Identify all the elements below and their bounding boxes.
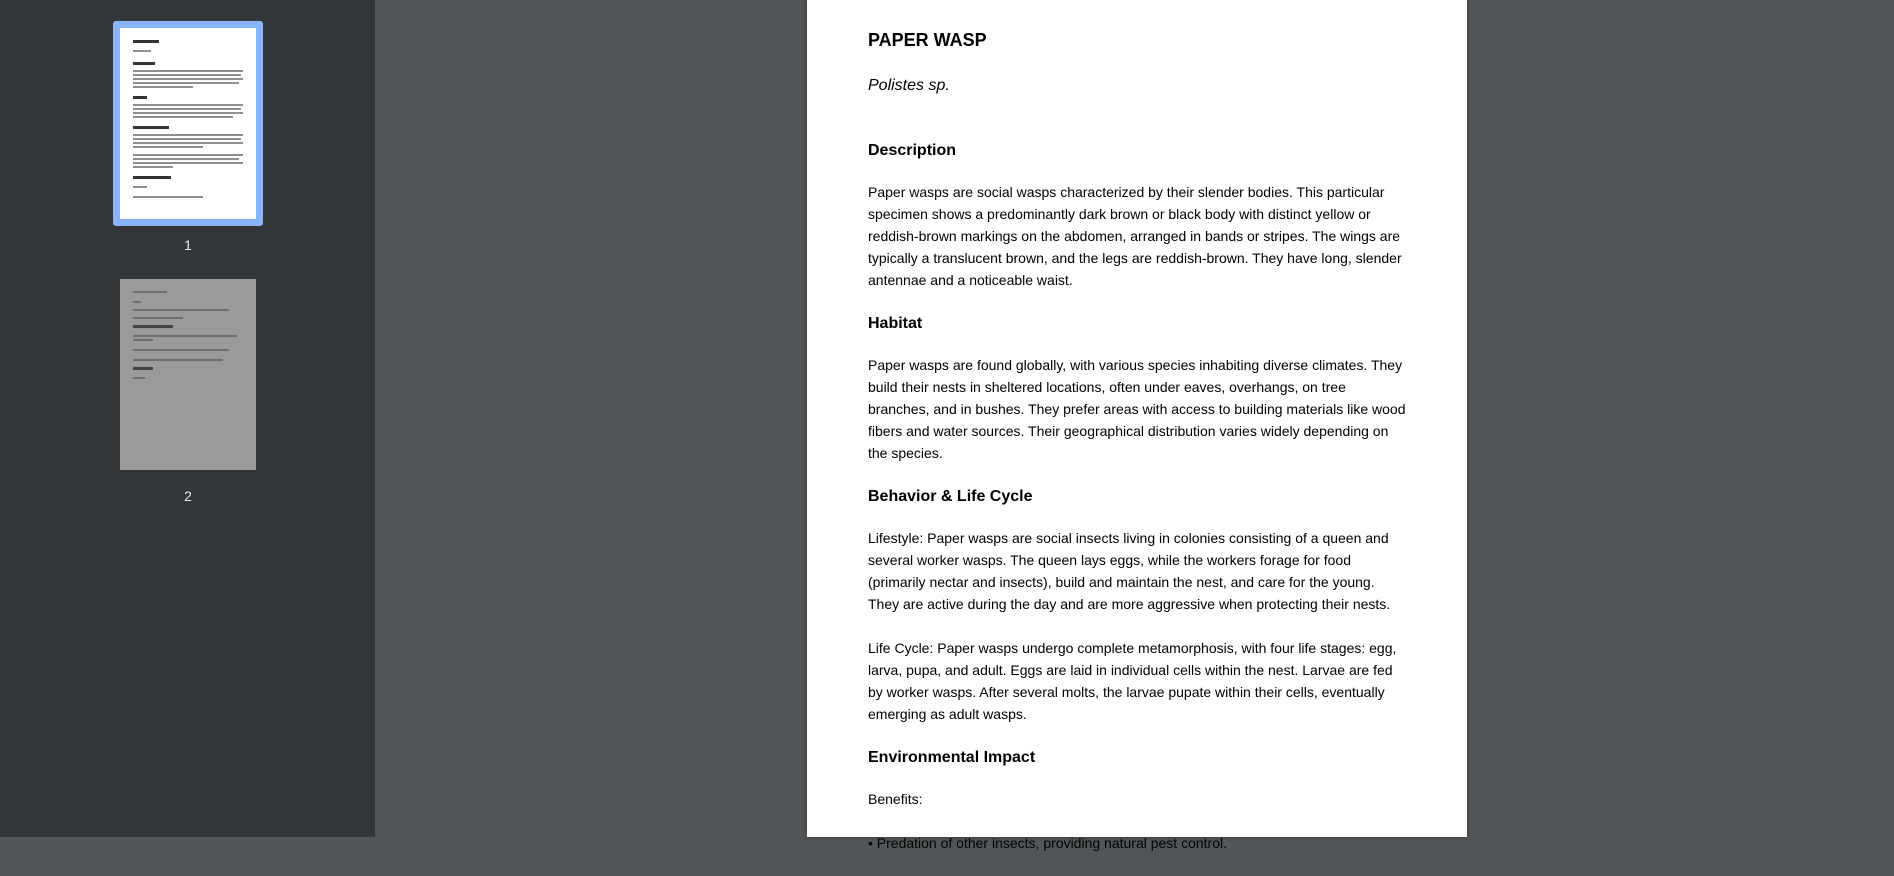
document-subtitle: Polistes sp. xyxy=(868,77,950,94)
thumbnail-page-2[interactable] xyxy=(113,272,263,504)
thumbnail-page-image xyxy=(120,279,256,470)
description-paragraph: Paper wasps are social wasps characterized by their slender bodies. This particular specimen shows a predominantly dark brown or black body with distinct yellow or reddish-brown markings on the abdomen, arranged in bands or stripes. The wings are typically a translucent brown, and the legs are reddish-brown. They have long, slender antennae and a noticeable waist. xyxy=(868,184,1402,288)
benefits-label: Benefits: xyxy=(868,791,923,807)
section-heading-description: Description xyxy=(868,142,957,159)
lifestyle-paragraph: Lifestyle: Paper wasps are social insects living in colonies consisting of a queen and several worker wasps. The queen lays eggs, while the workers forage for food (primarily nectar and insects), build and maintain the nest, and care for the young. They are active during the day and are more aggressive when protecting their nests. xyxy=(868,530,1391,612)
thumbnail-page-1[interactable] xyxy=(113,21,263,253)
thumbnail-page-image xyxy=(120,28,256,219)
lifecycle-paragraph: Life Cycle: Paper wasps undergo complete metamorphosis, with four life stages: egg, larva, pupa, and adult. Eggs are laid in individual cells within the nest. Larvae are fed by worker wasps. After several molts, the larvae pupate within their cells, eventually emerging as adult wasps. xyxy=(868,640,1397,722)
document-page xyxy=(807,0,1467,851)
document-title: PAPER WASP xyxy=(868,30,987,50)
section-heading-habitat: Habitat xyxy=(868,315,923,332)
section-heading-behavior: Behavior & Life Cycle xyxy=(868,488,1033,505)
thumbnail-frame xyxy=(113,272,263,477)
thumbnail-page-number: 2 xyxy=(184,488,192,504)
section-heading-environment: Environmental Impact xyxy=(868,749,1036,766)
benefits-bullet: • Predation of other insects, providing natural pest control. xyxy=(868,835,1227,851)
thumbnail-sidebar xyxy=(0,0,375,837)
page-content xyxy=(868,28,1408,876)
habitat-paragraph: Paper wasps are found globally, with various species inhabiting diverse climates. They build their nests in sheltered locations, often under eaves, overhangs, on tree branches, and in bushes. They prefer areas with access to building materials like wood fibers and water sources. Their geographical distribution varies widely depending on the species. xyxy=(868,357,1406,461)
thumbnail-page-number: 1 xyxy=(184,237,192,253)
thumbnail-frame-selected xyxy=(113,21,263,226)
